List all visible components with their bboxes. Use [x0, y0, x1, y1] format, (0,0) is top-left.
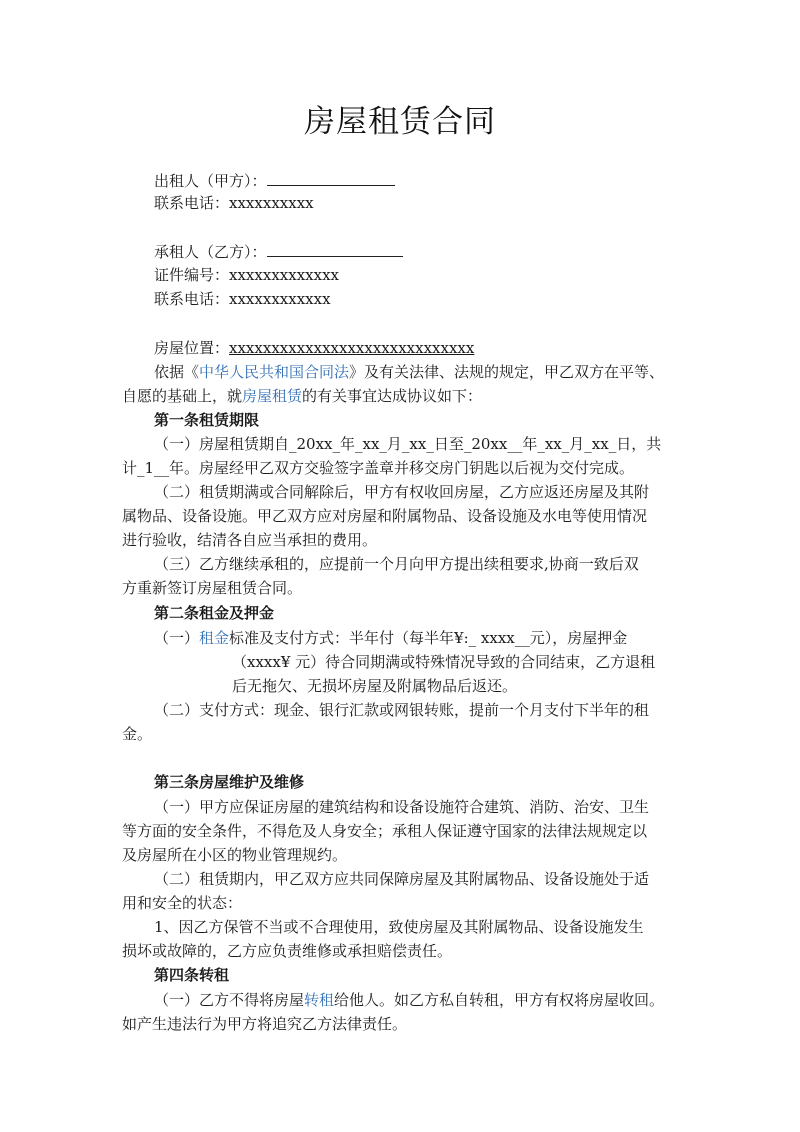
lessee-id-label: 证件编号： [154, 266, 230, 284]
intro-text: 》及有关法律、法规的规定，甲乙双方在平等、 [349, 363, 665, 381]
clause-text: （一）乙方不得将房屋 [154, 991, 305, 1009]
lessor-phone-value: xxxxxxxxxx [229, 194, 314, 212]
intro-text: 自愿的基础上，就 [122, 387, 243, 405]
article-2-heading: 第二条租金及押金 [154, 604, 275, 622]
contract-law-link[interactable]: 中华人民共和国合同法 [199, 363, 350, 381]
article-3-heading: 第三条房屋维护及维修 [154, 773, 305, 791]
lessee-name-blank [267, 241, 403, 257]
document-title: 房屋租赁合同 [304, 104, 496, 140]
article-2-clause-1-line-2: （xxxx¥ 元）待合同期满或特殊情况导致的合同结束，乙方退租 [232, 653, 656, 671]
article-2-clause-2-line-1: （二）支付方式：现金、银行汇款或网银转账，提前一个月支付下半年的租 [154, 701, 650, 719]
article-1-clause-2-line-1: （二）租赁期满或合同解除后，甲方有权收回房屋，乙方应返还房屋及其附 [154, 483, 650, 501]
lessor-phone-line [154, 193, 314, 213]
location-line [154, 338, 474, 358]
lessee-id-value: xxxxxxxxxxxxx [229, 266, 339, 284]
clause-text: 给他人。如乙方私自转租，甲方有权将房屋收回。 [334, 991, 665, 1009]
lessee-id-line [154, 265, 339, 285]
lessor-name-blank [267, 170, 395, 186]
article-1-clause-1-line-2: 计_1__年。房屋经甲乙双方交验签字盖章并移交房门钥匙以后视为交付完成。 [122, 459, 635, 477]
lessee-phone-value: xxxxxxxxxxxx [229, 290, 331, 308]
article-3-clause-2-line-1: （二）租赁期内，甲乙双方应共同保障房屋及其附属物品、设备设施处于适 [154, 870, 650, 888]
article-1-clause-2-line-3: 进行验收，结清各自应当承担的费用。 [122, 531, 378, 549]
article-1-clause-2-line-2: 属物品、设备设施。甲乙双方应对房屋和附属物品、设备设施及水电等使用情况 [122, 507, 648, 525]
article-3-clause-1-line-3: 及房屋所在小区的物业管理规约。 [122, 846, 348, 864]
article-1-clause-3-line-2: 方重新签订房屋租赁合同。 [122, 579, 303, 597]
lessee-line [154, 241, 403, 262]
rent-link[interactable]: 租金 [199, 629, 230, 647]
clause-text: 标准及支付方式：半年付（每半年¥:_ xxxx__元），房屋押金 [229, 629, 628, 647]
article-3-clause-1-line-1: （一）甲方应保证房屋的建筑结构和设备设施符合建筑、消防、治安、卫生 [154, 798, 650, 816]
intro-line-1 [154, 362, 664, 382]
lessee-phone-line [154, 289, 331, 309]
intro-line-2 [122, 386, 482, 406]
lessor-label: 出租人（甲方）： [154, 172, 267, 190]
article-1-clause-3-line-1: （三）乙方继续承租的，应提前一个月向甲方提出续租要求,协商一致后双 [154, 555, 639, 573]
article-3-item-1-line-2: 损坏或故障的，乙方应负责维修或承担赔偿责任。 [122, 942, 453, 960]
article-3-clause-1-line-2: 等方面的安全条件，不得危及人身安全；承租人保证遵守国家的法律法规规定以 [122, 822, 648, 840]
article-2-clause-1-line-3: 后无拖欠、无损坏房屋及附属物品后返还。 [232, 677, 518, 695]
article-4-clause-1-line-1 [154, 990, 664, 1010]
article-1-heading: 第一条租赁期限 [154, 411, 260, 429]
article-2-clause-2-line-2: 金。 [122, 725, 153, 743]
intro-text: 依据《 [154, 363, 200, 381]
clause-number: （一） [154, 629, 200, 647]
article-4-heading: 第四条转租 [154, 966, 230, 984]
article-3-clause-2-line-2: 用和安全的状态： [122, 894, 243, 912]
article-2-clause-1-line-1 [154, 628, 627, 648]
intro-text: 的有关事宜达成协议如下： [302, 387, 483, 405]
sublease-link[interactable]: 转租 [304, 991, 335, 1009]
article-3-item-1-line-1: 1、因乙方保管不当或不合理使用，致使房屋及其附属物品、设备设施发生 [154, 918, 644, 936]
location-value: xxxxxxxxxxxxxxxxxxxxxxxxxxxxx [229, 339, 475, 357]
location-label: 房屋位置： [154, 339, 230, 357]
article-1-clause-1-line-1: （一）房屋租赁期自_20xx_年_xx_月_xx_日至_20xx__年_xx_月_xx_日，共 [154, 435, 662, 453]
lessee-phone-label: 联系电话： [154, 290, 230, 308]
house-rental-link[interactable]: 房屋租赁 [242, 387, 303, 405]
lessor-line [154, 170, 395, 191]
lessee-label: 承租人（乙方）： [154, 243, 267, 261]
lessor-phone-label: 联系电话： [154, 194, 230, 212]
article-4-clause-1-line-2: 如产生违法行为甲方将追究乙方法律责任。 [122, 1015, 408, 1033]
